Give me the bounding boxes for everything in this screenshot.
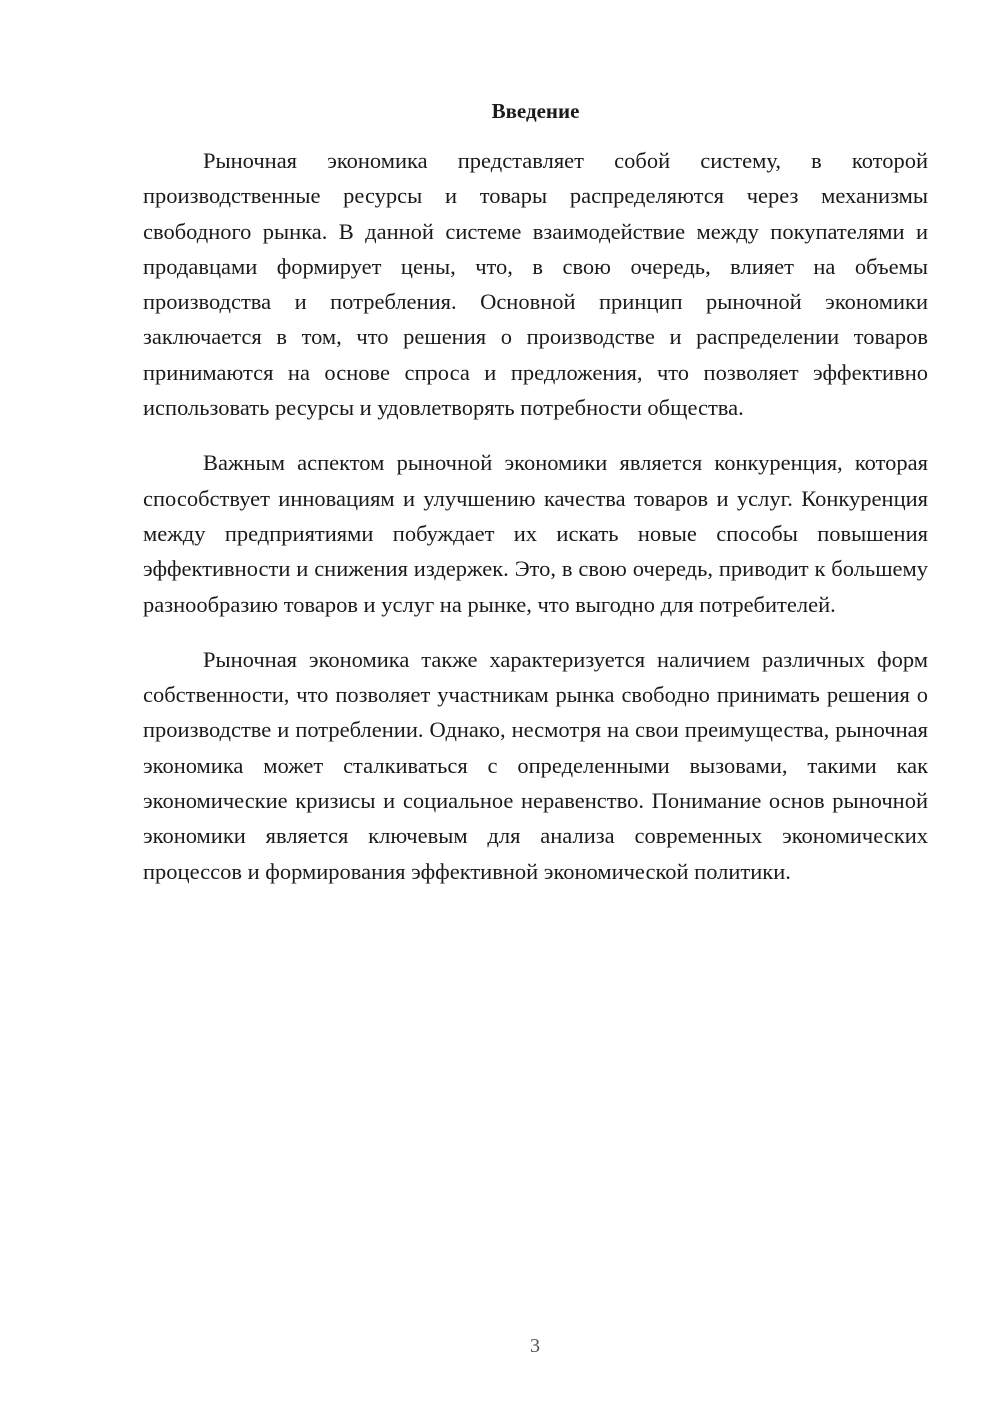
paragraph-market-economy-definition: Рыночная экономика представляет собой систему, в которой производственные ресурсы и товары распределяются через механизмы свободного рынка. В данной системе взаимодействие между покупателями и продавцами формирует цены, что, в свою очередь, влияет на объемы производства и потребления. Основной принцип рыночной экономики заключается в том, что решения о производстве и распределении товаров принимаются на основе спроса и предложения, что позволяет эффективно использовать ресурсы и удовлетворять потребности общества. [143, 148, 928, 421]
paragraph-competition: Важным аспектом рыночной экономики является конкуренция, которая способствует инновациям и улучшению качества товаров и услуг. Конкуренция между предприятиями побуждает их искать новые способы повышения эффективности и снижения издержек. Это, в свою очередь, приводит к большему разнообразию товаров и услуг на рынке, что выгодно для потребителей. [143, 450, 928, 617]
section-heading: Введение [491, 99, 580, 123]
body-text [143, 143, 928, 909]
paragraph-forms-of-ownership: Рыночная экономика также характеризуется наличием различных форм собственности, что позволяет участникам рынка свободно принимать решения о производстве и потреблении. Однако, несмотря на свои преимущества, рыночная экономика может сталкиваться с определенными вызовами, такими как экономические кризисы и социальное неравенство. Понимание основ рыночной экономики является ключевым для анализа современных экономических процессов и формирования эффективной экономической политики. [143, 646, 928, 884]
page-number: 3 [530, 1335, 540, 1357]
